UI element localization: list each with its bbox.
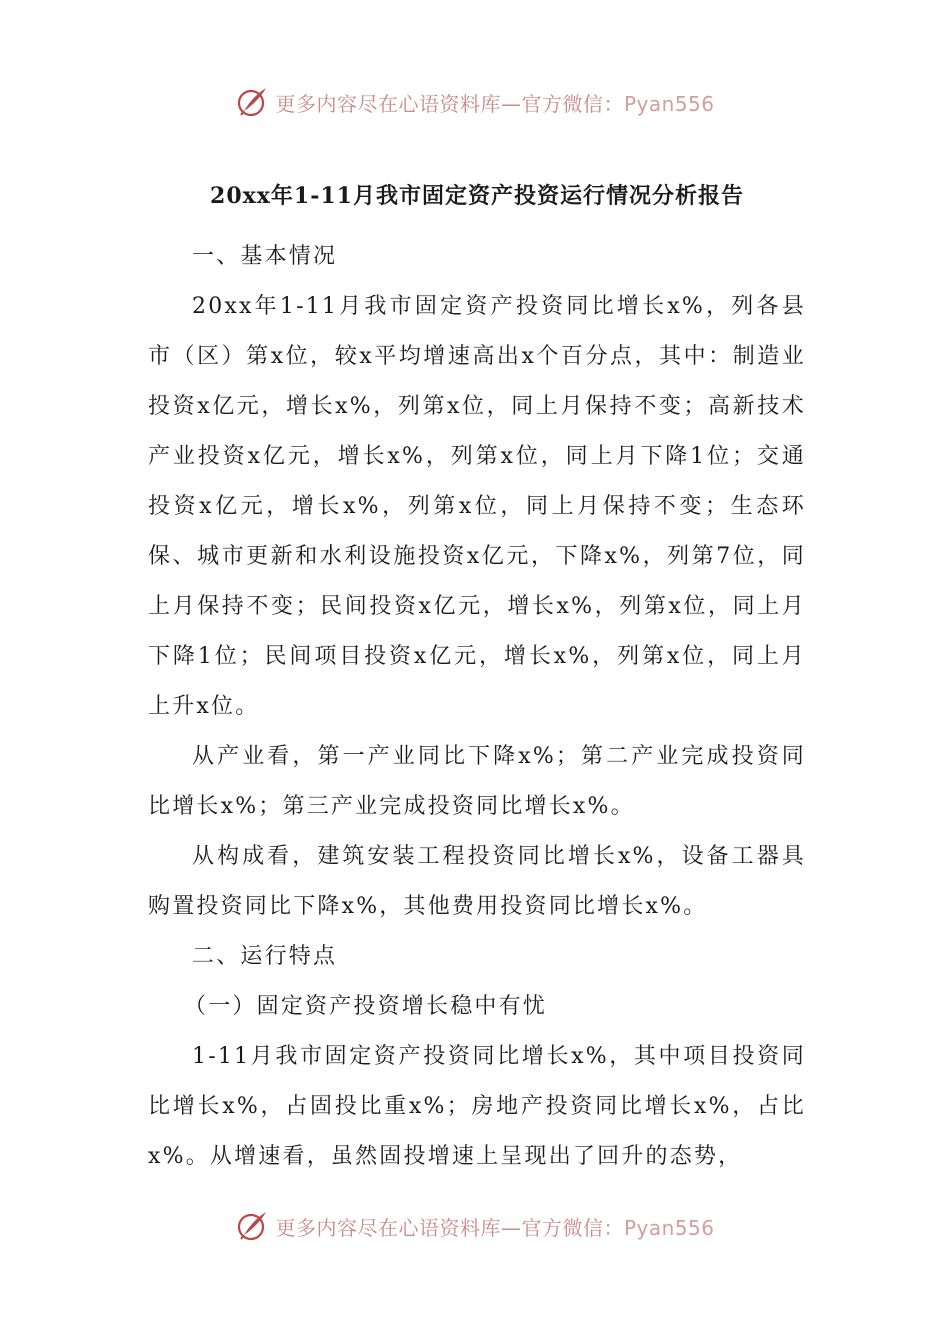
document-body [148,176,806,1182]
subsection-heading-growth: （一）固定资产投资增长稳中有忧 [184,994,548,1019]
quill-pen-circle-icon [235,85,269,119]
wechat-id: Pyan556 [623,1215,715,1240]
wechat-id: Pyan556 [623,91,715,116]
quill-pen-circle-icon [235,1209,269,1243]
paragraph-growth-detail: 1-11月我市固定资产投资同比增长x%，其中项目投资同比增长x%，占固投比重x%；房地产投资同比增长x%，占比x%。从增速看，虽然固投增速上呈现出了回升的态势， [148,1044,806,1169]
paragraph-by-industry: 从产业看，第一产业同比下降x%；第二产业完成投资同比增长x%；第三产业完成投资同比增长x%。 [148,744,806,819]
paragraph-by-composition: 从构成看，建筑安装工程投资同比增长x%，设备工器具购置投资同比下降x%，其他费用投资同比增长x%。 [148,844,806,919]
section-heading-operating-features: 二、运行特点 [192,944,338,969]
header-watermark-banner [0,82,950,122]
footer-watermark-banner [0,1206,950,1246]
watermark-text: 更多内容尽在心语资料库—官方微信：Pyan556 [275,91,715,116]
paragraph-overview: 20xx年1-11月我市固定资产投资同比增长x%，列各县市（区）第x位，较x平均增速高出x个百分点，其中：制造业投资x亿元，增长x%，列第x位，同上月保持不变；高新技术产业投资x亿元，增长x%，列第x位，同上月下降1位；交通投资x亿元，增长x%，列第x位，同上月保持不变；生态环保、城市更新和水利设施投资x亿元，下降x%，列第7位，同上月保持不变；民间投资x亿元，增长x%，列第x位，同上月下降1位；民间项目投资x亿元，增长x%，列第x位，同上月上升x位。 [148,294,806,719]
section-heading-basic-situation: 一、基本情况 [192,244,338,269]
watermark-text: 更多内容尽在心语资料库—官方微信：Pyan556 [275,1215,715,1240]
document-title: 20xx年1-11月我市固定资产投资运行情况分析报告 [210,183,744,209]
